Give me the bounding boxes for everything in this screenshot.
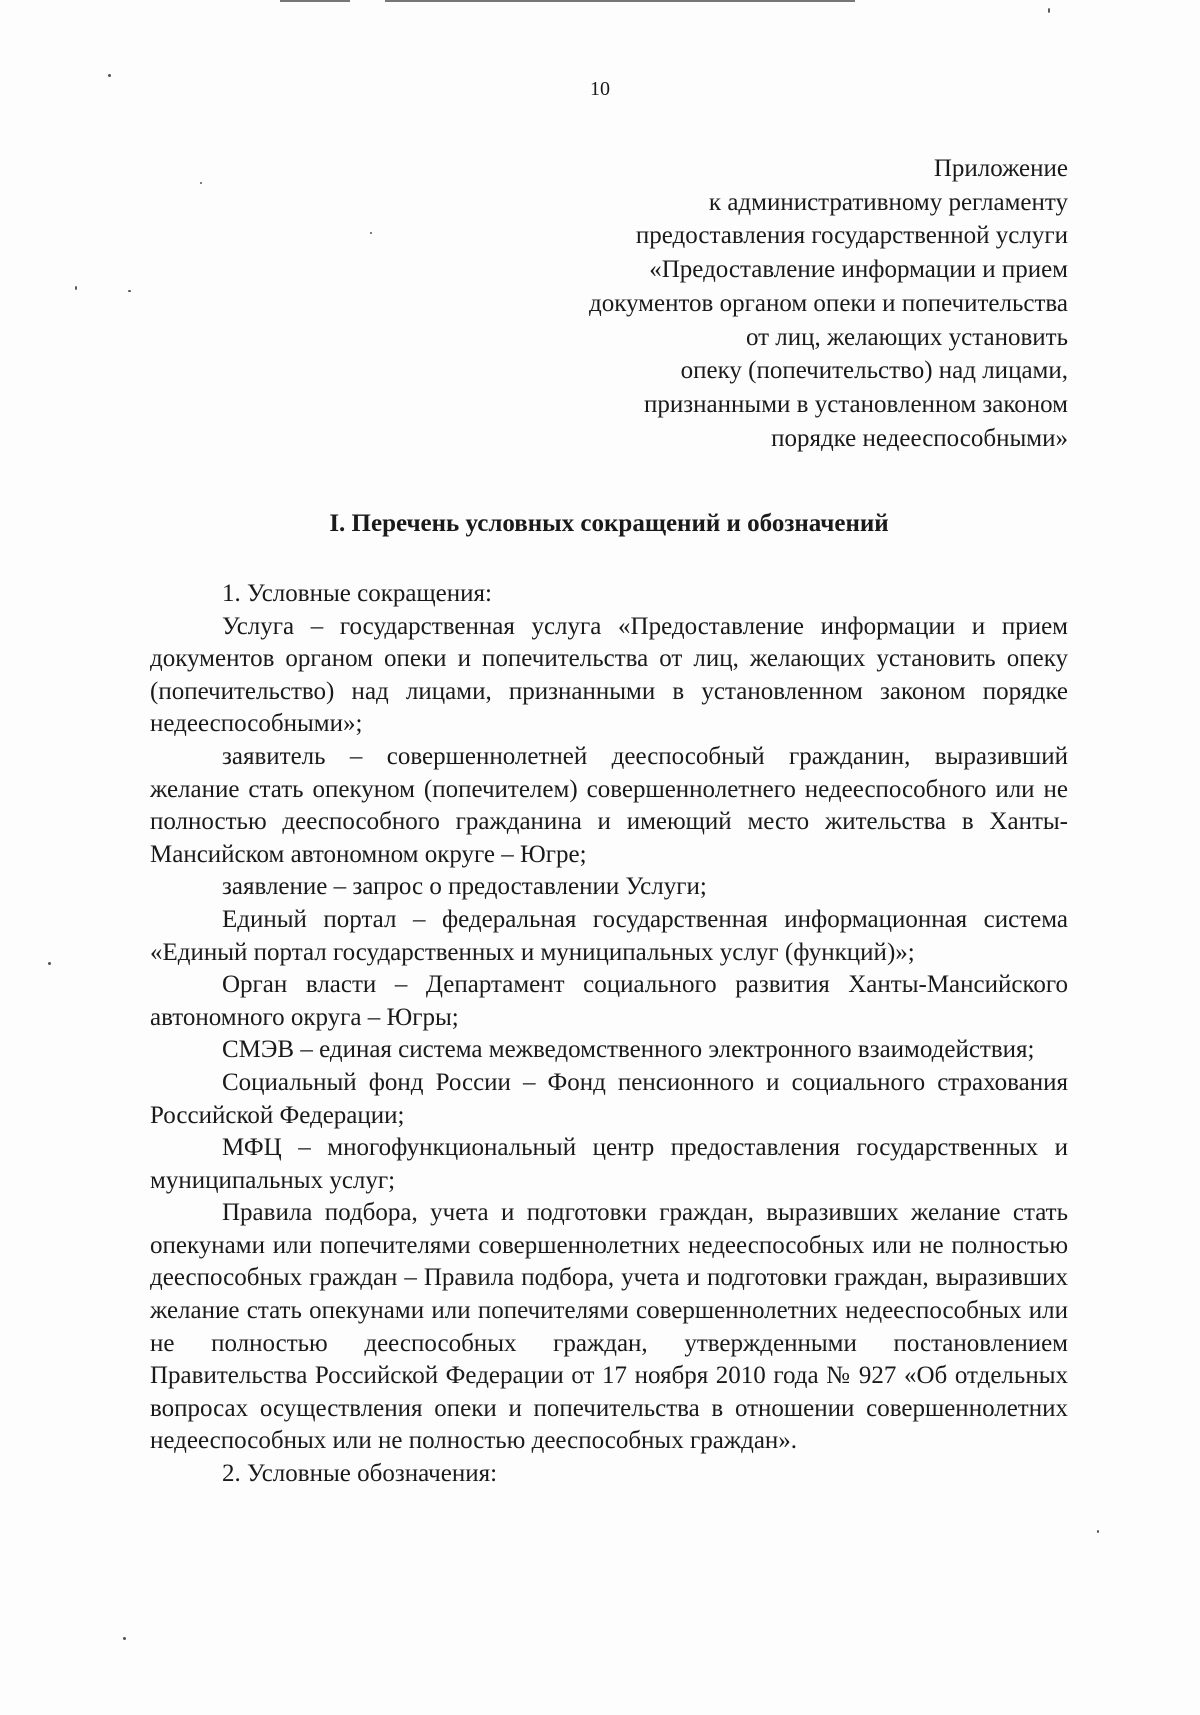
appendix-line: «Предоставление информации и прием bbox=[649, 256, 1068, 284]
paragraph: СМЭВ – единая система межведомственного электронного взаимодействия; bbox=[222, 1036, 1035, 1064]
scan-dot bbox=[128, 290, 131, 292]
paragraph: Правила подбора, учета и подготовки граждан, выразивших желание стать опекунами или попечителями совершеннолетних недееспособных или не полностью дееспособных граждан – Правила подбора, учета и подготовки граждан, выразивших желание стать опекунами или попечителями совершеннолетних недееспособных или не полностью дееспособных граждан, утвержденными постановлением Правительства Российской Федерации от 17 ноября 2010 года № 927 «Об отдельных вопросах осуществления опеки и попечительства в отношении совершеннолетних недееспособных или не полностью дееспособных граждан». bbox=[150, 1199, 1068, 1455]
scan-dot bbox=[200, 182, 202, 184]
appendix-line: документов органом опеки и попечительства bbox=[588, 289, 1068, 317]
scan-dot bbox=[1097, 1530, 1099, 1533]
paragraph: МФЦ – многофункциональный центр предоставления государственных и муниципальных услуг; bbox=[150, 1134, 1068, 1194]
paragraph: Единый портал – федеральная государственная информационная система «Единый портал государственных и муниципальных услуг (функций)»; bbox=[150, 905, 1068, 966]
appendix-line: к административному регламенту bbox=[708, 188, 1068, 216]
paragraph: Услуга – государственная услуга «Предоставление информации и прием документов органом опеки и попечительства от лиц, желающих установить опеку (попечительство) над лицами, признанными в установленном законом порядке недееспособными»; bbox=[150, 612, 1068, 738]
document-body bbox=[150, 578, 1068, 1491]
paragraph: 2. Условные обозначения: bbox=[222, 1460, 498, 1488]
scan-artifact-line bbox=[385, 0, 855, 2]
appendix-line: предоставления государственной услуги bbox=[635, 222, 1068, 250]
scan-artifact-line bbox=[280, 0, 350, 2]
page-number: 10 bbox=[590, 78, 610, 100]
paragraph: Социальный фонд России – Фонд пенсионного и социального страхования Российской Федерации; bbox=[150, 1068, 1068, 1129]
scan-dot bbox=[370, 232, 372, 234]
scan-dot bbox=[123, 1637, 126, 1640]
appendix-line: Приложение bbox=[933, 155, 1068, 182]
appendix-line: опеку (попечительство) над лицами, bbox=[680, 357, 1068, 385]
appendix-line: порядке недееспособными» bbox=[771, 424, 1068, 452]
appendix-line: признанными в установленном законом bbox=[644, 390, 1068, 418]
scan-dot bbox=[1048, 8, 1050, 13]
scan-dot bbox=[75, 286, 77, 290]
paragraph: заявление – запрос о предоставлении Услуги; bbox=[222, 873, 707, 901]
paragraph: Орган власти – Департамент социального развития Ханты-Мансийского автономного округа – Югры; bbox=[150, 971, 1068, 1031]
scan-dot bbox=[48, 962, 51, 965]
paragraph: заявитель – совершеннолетней дееспособный гражданин, выразивший желание стать опекуном (попечителем) совершеннолетнего недееспособного или не полностью дееспособного гражданина и имеющий место жительства в Ханты-Мансийском автономном округе – Югре; bbox=[150, 742, 1068, 868]
scan-dot bbox=[108, 74, 111, 77]
section-title: I. Перечень условных сокращений и обозначений bbox=[329, 510, 889, 537]
appendix-line: от лиц, желающих установить bbox=[745, 323, 1068, 351]
paragraph: 1. Условные сокращения: bbox=[222, 580, 492, 607]
appendix-header bbox=[448, 152, 1068, 455]
